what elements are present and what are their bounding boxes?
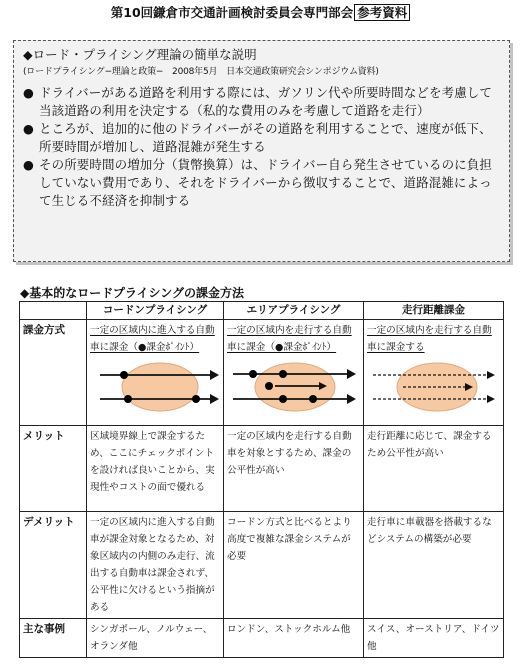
row-label-merit: メリット xyxy=(20,426,87,512)
row-label-examples: 主な事例 xyxy=(20,619,87,658)
arrow-head-icon xyxy=(487,371,495,379)
cell-cordon-demerit: 一定の区域内に進入する自動車が課金対象となるため、対象区域内の内側のみ走行、流出する自動車は課金されず、公平性に欠けるという指摘がある xyxy=(87,512,224,619)
header-cell-cordon: コードンプライシング xyxy=(87,302,224,320)
bullet-dot-icon: ● xyxy=(23,157,35,172)
table-row-demerit xyxy=(20,512,504,619)
area-diagram xyxy=(227,359,360,415)
summary-bullet xyxy=(23,84,501,120)
summary-title: ◆ロード・プライシング理論の簡単な説明 xyxy=(23,47,257,62)
charging-point-icon xyxy=(309,395,317,403)
table-header-row xyxy=(20,302,504,320)
reference-badge: 参考資料 xyxy=(354,4,410,21)
cordon-zone-shape xyxy=(122,363,198,411)
document-title-row xyxy=(0,4,521,22)
distance-diagram xyxy=(367,359,500,415)
arrow-head-icon xyxy=(347,369,356,379)
section-title: ◆基本的なロードプライシングの課金方法 xyxy=(20,286,244,300)
cell-distance-demerit: 走行車に車載器を搭載するなどシステムの構築が必要 xyxy=(364,512,504,619)
charging-point-icon xyxy=(120,371,128,379)
row-label-demerit: デメリット xyxy=(20,512,87,619)
cell-distance-merit: 走行距離に応じて、課金するため公平性が高い xyxy=(364,426,504,512)
summary-bullet xyxy=(23,156,501,210)
arrow-head-icon xyxy=(487,395,495,403)
row-label-charging-method: 課金方式 xyxy=(20,320,87,426)
charging-point-icon xyxy=(124,395,132,403)
table-row-examples xyxy=(20,619,504,658)
charging-point-icon xyxy=(279,370,287,378)
theory-summary-box xyxy=(13,40,510,262)
bullet-dot-icon: ● xyxy=(23,85,35,100)
cordon-method-text: 一定の区域内に進入する自動車に課金（●課金ﾎﾟｲﾝﾄ） xyxy=(90,325,215,353)
cell-area-merit: 一定の区域内を走行する自動車を対象とするため、課金の公平性が高い xyxy=(224,426,364,512)
cell-area-examples: ロンドン、ストックホルム他 xyxy=(224,619,364,658)
charging-point-icon xyxy=(279,395,287,403)
table-row-merit xyxy=(20,426,504,512)
header-cell-distance: 走行距離課金 xyxy=(364,302,504,320)
charging-point-icon xyxy=(265,382,273,390)
cell-area-demerit: コードン方式と比べるとより高度で複雑な課金システムが必要 xyxy=(224,512,364,619)
document-title: 第10回鎌倉市交通計画検討委員会専門部会 xyxy=(110,5,354,20)
summary-source: (ロードプライシング−理論と政策− 2008年5月 日本交通政策研究会シンポジウム資料) xyxy=(23,67,379,77)
distance-method-text: 一定の区域内を走行する自動車に課金する xyxy=(367,325,492,353)
header-cell-empty xyxy=(20,302,87,320)
cell-distance-method xyxy=(364,320,504,426)
arrow-head-icon xyxy=(210,370,219,380)
arrow-head-icon xyxy=(210,394,219,404)
summary-bullet-text: その所要時間の増加分（貨幣換算）は、ドライバー自ら発生させているのに負担していない費用であり、それをドライバーから徴収することで、道路混雑によって生じる不経済を抑制する xyxy=(39,157,492,208)
charging-point-icon xyxy=(249,370,257,378)
charging-point-icon xyxy=(192,395,200,403)
summary-bullet xyxy=(23,120,501,156)
cell-cordon-merit: 区域境界線上で課金するため、ここにチェックポイントを設ければ良いことから、実現性やコストの面で優れる xyxy=(87,426,224,512)
arrow-head-icon xyxy=(347,394,356,404)
cell-distance-examples: スイス、オーストリア、ドイツ他 xyxy=(364,619,504,658)
bullet-dot-icon: ● xyxy=(23,121,35,136)
cell-cordon-examples: シンガポール、ノルウェー、オランダ他 xyxy=(87,619,224,658)
charging-methods-table xyxy=(19,301,504,658)
area-method-text: 一定の区域内を走行する自動車に課金（●課金ﾎﾟｲﾝﾄ） xyxy=(227,325,352,353)
summary-bullet-text: ところが、追加的に他のドライバーがその道路を利用することで、速度が低下、所要時間が増加し、道路混雑が発生する xyxy=(39,121,492,154)
table-row-charging-method xyxy=(20,320,504,426)
summary-bullet-text: ドライバーがある道路を利用する際には、ガソリン代や所要時間などを考慮して当該道路の利用を決定する（私的な費用のみを考慮して道路を走行） xyxy=(39,85,492,118)
cordon-diagram xyxy=(90,359,220,415)
summary-bullet-list xyxy=(23,84,501,210)
cell-area-method xyxy=(224,320,364,426)
cell-cordon-method xyxy=(87,320,224,426)
header-cell-area: エリアプライシング xyxy=(224,302,364,320)
